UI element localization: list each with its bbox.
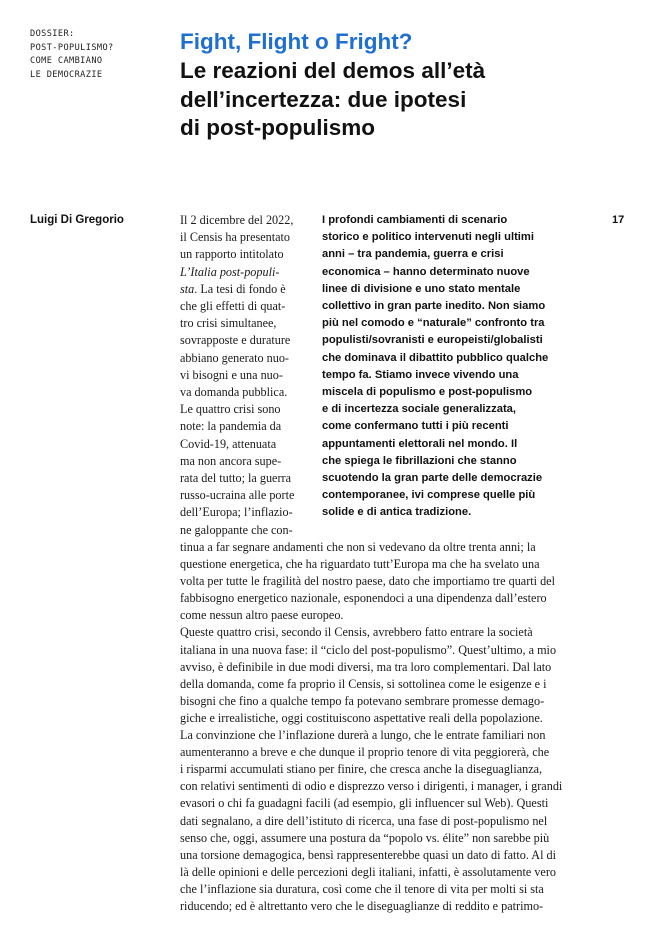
body-line: rata del tutto; la guerra bbox=[180, 471, 291, 486]
article-subtitle bbox=[180, 57, 630, 143]
subtitle-line: Le reazioni del demos all’età bbox=[180, 58, 486, 83]
subtitle-line: di post-populismo bbox=[180, 115, 375, 140]
abstract-line: appuntamenti elettorali nel mondo. Il bbox=[322, 437, 518, 450]
body-line: che gli effetti di quat- bbox=[180, 299, 286, 314]
body-line: Queste quattro crisi, secondo il Censis, avrebbero fatto entrare la società bbox=[180, 625, 533, 640]
body-line: questione energetica, che ha riguardato tutt’Europa ma che ha svelato una bbox=[180, 557, 540, 572]
body-line: una torsione demagogica, bensì rappresenterebbe quasi un dato di fatto. Al di bbox=[180, 847, 557, 862]
body-line: tro crisi simultanee, bbox=[180, 316, 277, 331]
author-name: Luigi Di Gregorio bbox=[30, 214, 124, 226]
body-line: sta. La tesi di fondo è bbox=[180, 281, 286, 296]
abstract-line: miscela di populismo e post-populismo bbox=[322, 386, 533, 399]
abstract-line: storico e politico intervenuti negli ultimi bbox=[322, 231, 534, 244]
body-line: La convinzione che l’inflazione durerà a lungo, che le entrate familiari non bbox=[180, 728, 546, 743]
body-line: Il 2 dicembre del 2022, bbox=[180, 213, 294, 227]
body-line: sovrapposte e durature bbox=[180, 333, 291, 348]
body-line: il Censis ha presentato bbox=[180, 230, 291, 245]
body-line: vi bisogni e una nuo- bbox=[180, 367, 283, 382]
body-line: della domanda, come fa proprio il Censis, si sottolinea come le esigenze e i bbox=[180, 676, 547, 691]
kicker-line: POST-POPULISMO? bbox=[30, 42, 114, 53]
abstract-line: collettivo in gran parte inedito. Non siamo bbox=[322, 300, 546, 313]
body-text-full-column bbox=[180, 539, 620, 915]
abstract-line: che dominava il dibattito pubblico qualche bbox=[322, 351, 549, 364]
body-line: giche e irrealistiche, oggi costituiscono aspettative reali della popolazione. bbox=[180, 710, 543, 725]
body-line: fabbisogno energetico nazionale, esponendoci a una dipendenza dall’estero bbox=[180, 591, 547, 606]
body-line: italiana in una nuova fase: il “ciclo del post-populismo”. Quest’ultimo, a mio bbox=[180, 642, 557, 657]
kicker-line: COME CAMBIANO bbox=[30, 56, 103, 66]
abstract-line: che spiega le fibrillazioni che stanno bbox=[322, 454, 517, 467]
article-title: Fight, Flight o Fright? bbox=[180, 29, 413, 54]
article-abstract bbox=[322, 212, 607, 522]
dossier-kicker bbox=[30, 28, 155, 82]
body-line: tinua a far segnare andamenti che non si vedevano da oltre trenta anni; la bbox=[180, 540, 536, 554]
body-line: ne galoppante che con- bbox=[180, 522, 293, 537]
abstract-line: scuotendo la gran parte delle democrazie bbox=[322, 472, 543, 485]
abstract-line: linee di divisione e uno stato mentale bbox=[322, 282, 521, 295]
body-line: avviso, è definibile in due modi diversi, ma tra loro complementari. Dal lato bbox=[180, 659, 552, 674]
body-line: là delle opinioni e delle percezioni degli italiani, infatti, è assolutamente vero bbox=[180, 864, 556, 879]
abstract-line: I profondi cambiamenti di scenario bbox=[322, 214, 508, 226]
body-line: dell’Europa; l’inflazio- bbox=[180, 505, 293, 520]
abstract-line: come confermano tutti i più recenti bbox=[322, 420, 509, 433]
body-line: riducendo; ed è altrettanto vero che le diseguaglianze di reddito e patrimo- bbox=[180, 898, 544, 913]
abstract-line: e di incertezza sociale generalizzata, bbox=[322, 403, 517, 416]
body-line: con relativi sentimenti di odio e disprezzo verso i dirigenti, i manager, i grandi bbox=[180, 779, 563, 794]
body-line: note: la pandemia da bbox=[180, 419, 282, 434]
body-line: Covid-19, attenuata bbox=[180, 436, 277, 451]
body-line: aumenteranno a breve e che dunque il proprio tenore di vita peggiorerà, che bbox=[180, 745, 550, 760]
body-line: come nessun altro paese europeo. bbox=[180, 608, 344, 623]
body-line: russo-ucraina alle porte bbox=[180, 488, 295, 503]
kicker-line: DOSSIER: bbox=[30, 29, 75, 39]
body-line: Le quattro crisi sono bbox=[180, 402, 281, 417]
body-line: evasori o chi fa guadagni facili (ad esempio, gli influencer sul Web). Questi bbox=[180, 796, 549, 811]
kicker-line: LE DEMOCRAZIE bbox=[30, 69, 103, 80]
body-line: un rapporto intitolato bbox=[180, 247, 284, 262]
body-line: che l’inflazione sia duratura, così come che il tenore di vita per molti si sta bbox=[180, 881, 544, 896]
abstract-line: solide e di antica tradizione. bbox=[322, 506, 472, 519]
abstract-line: populisti/sovranisti e europeisti/globalisti bbox=[322, 334, 543, 347]
body-text-narrow-column bbox=[180, 212, 315, 539]
body-line: bisogni che fino a qualche tempo fa potevano sembrare promesse demago- bbox=[180, 693, 545, 708]
body-line: L’Italia post-populi- bbox=[180, 264, 280, 279]
page-number: 17 bbox=[612, 214, 625, 226]
abstract-line: anni – tra pandemia, guerra e crisi bbox=[322, 248, 504, 261]
body-line: abbiano generato nuo- bbox=[180, 350, 289, 365]
abstract-line: contemporanee, ivi comprese quelle più bbox=[322, 489, 536, 502]
abstract-line: tempo fa. Stiamo invece vivendo una bbox=[322, 368, 519, 381]
abstract-line: economica – hanno determinato nuove bbox=[322, 265, 530, 278]
abstract-line: più nel comodo e “naturale” confronto tra bbox=[322, 317, 545, 330]
body-line: i risparmi accumulati stiano per finire, che cresca anche la diseguaglianza, bbox=[180, 762, 543, 777]
body-line: va domanda pubblica. bbox=[180, 385, 288, 400]
body-line: dati segnalano, a dire dell’istituto di ricerca, una fase di post-populismo nel bbox=[180, 813, 548, 828]
body-line: senso che, oggi, assumere una postura da “popolo vs. élite” non sarebbe più bbox=[180, 830, 550, 845]
subtitle-line: dell’incertezza: due ipotesi bbox=[180, 86, 467, 112]
body-line: ma non ancora supe- bbox=[180, 453, 282, 468]
body-line: volta per tutte le fragilità del nostro paese, dato che importiamo tre quarti del bbox=[180, 574, 555, 589]
